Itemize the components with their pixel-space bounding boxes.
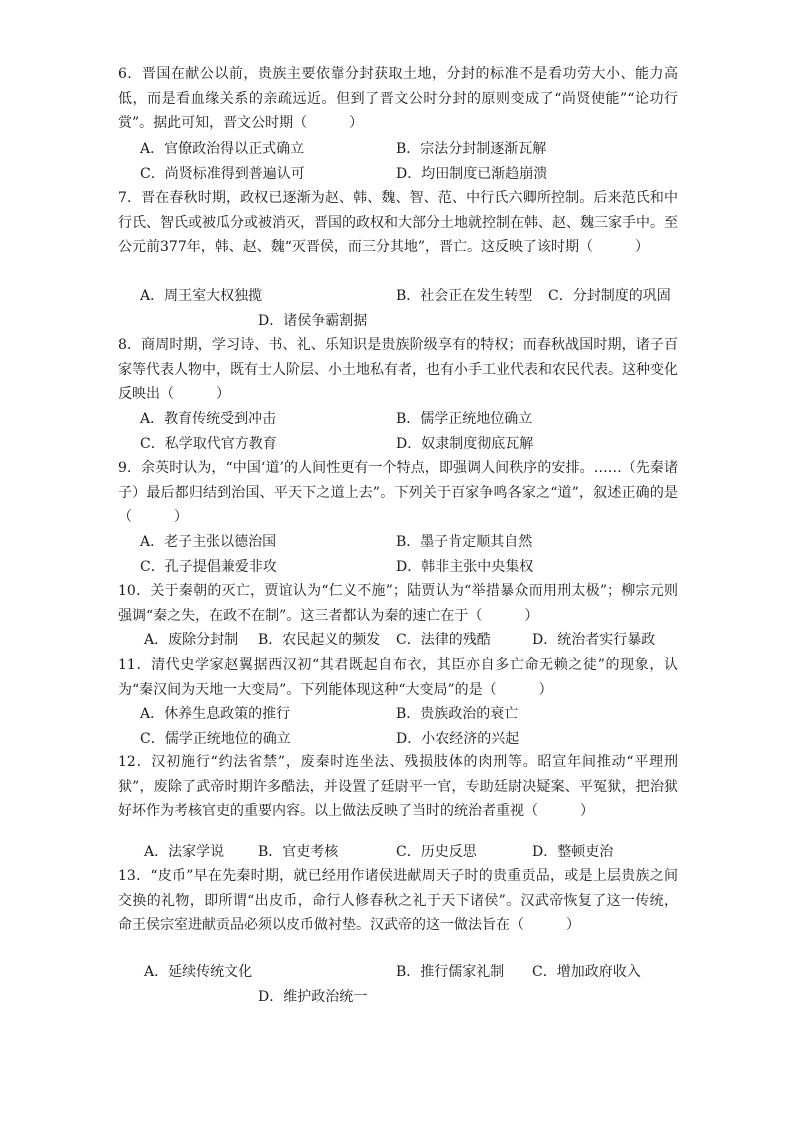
option-a[interactable]: A．老子主张以德治国 — [140, 534, 277, 550]
option-c[interactable]: C．增加政府收入 — [532, 964, 641, 980]
option-d[interactable]: D．均田制度已渐趋崩溃 — [396, 165, 548, 182]
option-b[interactable]: B．官吏考核 — [258, 844, 339, 860]
option-d[interactable]: D．诸侯争霸割据 — [258, 312, 368, 329]
option-c[interactable]: C．历史反思 — [396, 844, 477, 860]
question-10-stem: 10．关于秦朝的灭亡，贾谊认为“仁义不施”；陆贾认为“举措暴众而用刑太极”；柳宗元则强调“秦之失，在政不在制”。这三者都认为秦的速亡在于（ ） — [118, 583, 678, 624]
option-b[interactable]: B．社会正在发生转型 — [396, 288, 533, 304]
option-a[interactable]: A．教育传统受到冲击 — [140, 411, 277, 427]
option-d[interactable]: D．统治者实行暴政 — [532, 632, 656, 648]
option-a[interactable]: A．休养生息政策的推行 — [140, 706, 291, 722]
question-9-stem: 9．余英时认为，“中国‘道’的人间性更有一个特点，即强调人间秩序的安排。……（先秦诸子）最后都归结到治国、平天下之道上去”。下列关于百家争鸣各家之“道”，叙述正确的是（ ） — [118, 460, 678, 525]
option-a[interactable]: A．废除分封制 — [144, 632, 239, 648]
question-12-stem: 12．汉初施行“约法省禁”，废秦时连坐法、残损肢体的肉刑等。昭宣年间推动“平理刑狱”，废除了武帝时期许多酷法，并设置了廷尉平一官，专助廷尉决疑案、平冤狱，把治狱好坏作为考核官吏的重要内容。以上做法反映了当时的统治者重视（ ） — [118, 754, 678, 819]
option-b[interactable]: B．贵族政治的衰亡 — [396, 706, 519, 722]
question-11-stem: 11．清代史学家赵翼据西汉初“其君既起自布衣，其臣亦自多亡命无赖之徒”的现象，认为“秦汉间为天地一大变局”。下列能体现这种“大变局”的是（ ） — [118, 657, 678, 698]
question-6-stem: 6．晋国在献公以前，贵族主要依靠分封获取土地，分封的标准不是看功劳大小、能力高低，而是看血缘关系的亲疏远近。但到了晋文公时分封的原则变成了“尚贤使能”“论功行赏”。据此可知，晋文公时期（ ） — [118, 66, 678, 131]
question-10-options — [140, 628, 685, 653]
option-c[interactable]: C．法律的残酷 — [396, 632, 491, 648]
option-b[interactable]: B．儒学正统地位确立 — [396, 411, 533, 427]
option-a[interactable]: A．法家学说 — [144, 844, 225, 860]
question-11-options — [140, 702, 685, 751]
question-9-options — [140, 530, 685, 579]
option-c[interactable]: C．孔子提倡兼爱非攻 — [140, 558, 277, 575]
question-7-options — [140, 284, 685, 333]
option-b[interactable]: B．墨子肯定顺其自然 — [396, 534, 533, 550]
question-8-options — [140, 407, 685, 456]
option-a[interactable]: A．官僚政治得以正式确立 — [140, 141, 305, 157]
option-d[interactable]: D．奴隶制度彻底瓦解 — [396, 435, 534, 452]
option-b[interactable]: B．推行儒家礼制 — [396, 964, 505, 980]
question-13-stem: 13．“皮币”早在先秦时期，就已经用作诸侯进献周天子时的贵重贡品，或是上层贵族之间交换的礼物，即所谓“出皮币，命行人修春秋之礼于天下诸侯”。汉武帝恢复了这一传统，命王侯宗室进献贡品必须以皮币做衬垫。汉武帝的这一做法旨在（ ） — [118, 868, 678, 933]
question-6-options — [140, 137, 685, 186]
question-12-options — [140, 840, 685, 865]
question-7-stem: 7．晋在春秋时期，政权已逐渐为赵、韩、魏、智、范、中行氏六卿所控制。后来范氏和中行氏、智氏或被瓜分或被消灭，晋国的政权和大部分土地就控制在韩、赵、魏三家手中。至公元前377年，韩、赵、魏“灭晋侯，而三分其地”，晋亡。这反映了该时期（ ） — [118, 190, 678, 255]
question-13-options — [140, 960, 685, 1009]
option-c[interactable]: C．分封制度的巩固 — [548, 288, 671, 304]
option-d[interactable]: D．小农经济的兴起 — [396, 730, 520, 747]
option-c[interactable]: C．私学取代官方教育 — [140, 435, 277, 452]
option-a[interactable]: A．延续传统文化 — [144, 964, 253, 980]
option-d[interactable]: D．韩非主张中央集权 — [396, 558, 534, 575]
option-c[interactable]: C．尚贤标准得到普遍认可 — [140, 165, 305, 182]
option-a[interactable]: A．周王室大权独揽 — [140, 288, 263, 304]
option-d[interactable]: D．整顿吏治 — [532, 844, 614, 860]
option-c[interactable]: C．儒学正统地位的确立 — [140, 730, 291, 747]
option-b[interactable]: B．农民起义的频发 — [258, 632, 381, 648]
option-b[interactable]: B．宗法分封制逐渐瓦解 — [396, 141, 547, 157]
question-8-stem: 8．商周时期，学习诗、书、礼、乐知识是贵族阶级享有的特权；而春秋战国时期，诸子百家等代表人物中，既有士人阶层、小土地私有者，也有小手工业代表和农民代表。这种变化反映出（ ） — [118, 337, 678, 402]
option-d[interactable]: D．维护政治统一 — [258, 988, 368, 1005]
